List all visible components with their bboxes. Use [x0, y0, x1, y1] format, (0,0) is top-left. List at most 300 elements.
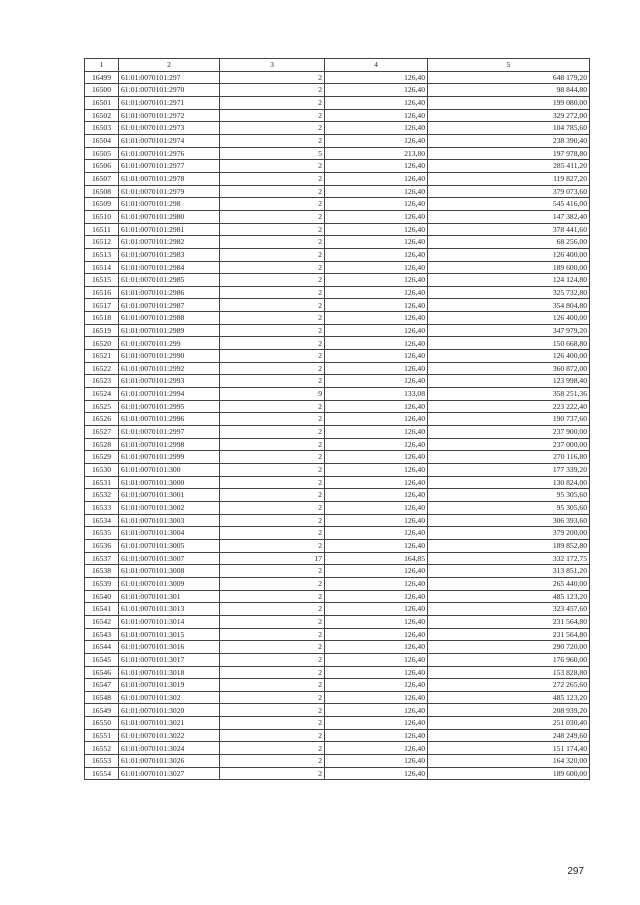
- table-cell-col-3: 2: [220, 438, 325, 451]
- table-cell-col-4: 126,40: [325, 286, 428, 299]
- table-cell-col-5: 126 400,00: [428, 350, 590, 363]
- table-cell-col-3: 2: [220, 312, 325, 325]
- table-cell-col-1: 16551: [85, 729, 119, 742]
- table-cell-col-5: 248 249,60: [428, 729, 590, 742]
- table-cell-col-3: 2: [220, 615, 325, 628]
- table-cell-col-4: 126,40: [325, 324, 428, 337]
- table-cell-col-2: 61:01:0070101:2999: [119, 451, 220, 464]
- table-cell-col-2: 61:01:0070101:3014: [119, 615, 220, 628]
- table-cell-col-2: 61:01:0070101:2995: [119, 400, 220, 413]
- table-cell-col-1: 16514: [85, 261, 119, 274]
- table-cell-col-3: 2: [220, 628, 325, 641]
- table-cell-col-1: 16522: [85, 362, 119, 375]
- table-cell-col-4: 126,40: [325, 755, 428, 768]
- table-cell-col-4: 126,40: [325, 71, 428, 84]
- table-row: [85, 362, 590, 375]
- table-cell-col-2: 61:01:0070101:2997: [119, 426, 220, 439]
- table-cell-col-5: 123 998,40: [428, 375, 590, 388]
- table-cell-col-2: 61:01:0070101:2982: [119, 236, 220, 249]
- table-cell-col-2: 61:01:0070101:3008: [119, 565, 220, 578]
- table-cell-col-1: 16530: [85, 464, 119, 477]
- table-cell-col-1: 16528: [85, 438, 119, 451]
- table-row: [85, 679, 590, 692]
- table-row: [85, 641, 590, 654]
- table-cell-col-4: 126,40: [325, 109, 428, 122]
- table-cell-col-3: 2: [220, 185, 325, 198]
- table-row: [85, 122, 590, 135]
- table-cell-col-5: 545 416,00: [428, 198, 590, 211]
- table-cell-col-5: 251 030,40: [428, 717, 590, 730]
- table-cell-col-5: 189 852,80: [428, 539, 590, 552]
- table-cell-col-4: 126,40: [325, 527, 428, 540]
- table-row: [85, 248, 590, 261]
- table-cell-col-3: 2: [220, 666, 325, 679]
- table-cell-col-1: 16515: [85, 274, 119, 287]
- table-row: [85, 653, 590, 666]
- table-cell-col-2: 61:01:0070101:2978: [119, 172, 220, 185]
- table-cell-col-4: 126,40: [325, 577, 428, 590]
- table-cell-col-3: 2: [220, 691, 325, 704]
- table-cell-col-5: 313 851,20: [428, 565, 590, 578]
- table-cell-col-5: 265 440,00: [428, 577, 590, 590]
- table-cell-col-1: 16519: [85, 324, 119, 337]
- table-row: [85, 755, 590, 768]
- table-cell-col-4: 126,40: [325, 172, 428, 185]
- table-cell-col-2: 61:01:0070101:2992: [119, 362, 220, 375]
- header-row: [85, 59, 590, 72]
- table-row: [85, 299, 590, 312]
- table-cell-col-2: 61:01:0070101:301: [119, 590, 220, 603]
- table-cell-col-5: 485 123,20: [428, 691, 590, 704]
- table-row: [85, 210, 590, 223]
- table-cell-col-4: 126,40: [325, 96, 428, 109]
- table-cell-col-2: 61:01:0070101:3015: [119, 628, 220, 641]
- table-cell-col-4: 126,40: [325, 603, 428, 616]
- table-cell-col-2: 61:01:0070101:2980: [119, 210, 220, 223]
- table-row: [85, 147, 590, 160]
- table-cell-col-2: 61:01:0070101:3009: [119, 577, 220, 590]
- table-cell-col-4: 126,40: [325, 375, 428, 388]
- table-cell-col-1: 16529: [85, 451, 119, 464]
- table-cell-col-4: 126,40: [325, 464, 428, 477]
- table-cell-col-2: 61:01:0070101:3003: [119, 514, 220, 527]
- table-cell-col-1: 16535: [85, 527, 119, 540]
- table-cell-col-5: 354 804,80: [428, 299, 590, 312]
- table-row: [85, 451, 590, 464]
- table-cell-col-4: 126,40: [325, 539, 428, 552]
- table-cell-col-5: 237 000,00: [428, 438, 590, 451]
- table-cell-col-3: 2: [220, 565, 325, 578]
- table-cell-col-3: 2: [220, 413, 325, 426]
- table-cell-col-5: 231 564,80: [428, 615, 590, 628]
- table-cell-col-5: 231 564,80: [428, 628, 590, 641]
- table-cell-col-1: 16534: [85, 514, 119, 527]
- table-cell-col-1: 16538: [85, 565, 119, 578]
- table-cell-col-1: 16520: [85, 337, 119, 350]
- table-cell-col-3: 2: [220, 603, 325, 616]
- table-cell-col-3: 2: [220, 324, 325, 337]
- table-cell-col-4: 126,40: [325, 704, 428, 717]
- table-cell-col-3: 2: [220, 653, 325, 666]
- table-cell-col-1: 16510: [85, 210, 119, 223]
- table-cell-col-4: 126,40: [325, 350, 428, 363]
- table-cell-col-2: 61:01:0070101:3018: [119, 666, 220, 679]
- table-cell-col-5: 485 123,20: [428, 590, 590, 603]
- table-cell-col-2: 61:01:0070101:2989: [119, 324, 220, 337]
- table-cell-col-5: 379 073,60: [428, 185, 590, 198]
- table-cell-col-5: 104 785,60: [428, 122, 590, 135]
- table-cell-col-1: 16512: [85, 236, 119, 249]
- table-cell-col-5: 238 390,40: [428, 134, 590, 147]
- table-cell-col-2: 61:01:0070101:302: [119, 691, 220, 704]
- table-row: [85, 767, 590, 780]
- table-cell-col-4: 126,40: [325, 122, 428, 135]
- table-cell-col-5: 347 979,20: [428, 324, 590, 337]
- table-cell-col-4: 126,40: [325, 299, 428, 312]
- table-cell-col-3: 2: [220, 274, 325, 287]
- table-cell-col-2: 61:01:0070101:3026: [119, 755, 220, 768]
- table-cell-col-2: 61:01:0070101:3016: [119, 641, 220, 654]
- table-cell-col-4: 126,40: [325, 489, 428, 502]
- table-row: [85, 324, 590, 337]
- table-cell-col-4: 126,40: [325, 717, 428, 730]
- table-cell-col-5: 329 272,00: [428, 109, 590, 122]
- table-row: [85, 704, 590, 717]
- table-cell-col-1: 16523: [85, 375, 119, 388]
- table-cell-col-1: 16505: [85, 147, 119, 160]
- table-cell-col-2: 61:01:0070101:2983: [119, 248, 220, 261]
- table-cell-col-2: 61:01:0070101:2976: [119, 147, 220, 160]
- table-cell-col-4: 126,40: [325, 84, 428, 97]
- table-row: [85, 286, 590, 299]
- table-row: [85, 261, 590, 274]
- table-cell-col-5: 325 732,80: [428, 286, 590, 299]
- table-cell-col-1: 16507: [85, 172, 119, 185]
- table-cell-col-4: 126,40: [325, 413, 428, 426]
- table-cell-col-3: 2: [220, 590, 325, 603]
- table-cell-col-4: 126,40: [325, 198, 428, 211]
- table-cell-col-5: 378 441,60: [428, 223, 590, 236]
- column-header-2: 2: [119, 59, 220, 72]
- table-cell-col-5: 95 305,60: [428, 501, 590, 514]
- table-cell-col-1: 16548: [85, 691, 119, 704]
- table-cell-col-5: 119 827,20: [428, 172, 590, 185]
- table-cell-col-1: 16513: [85, 248, 119, 261]
- table-cell-col-4: 126,40: [325, 400, 428, 413]
- table-cell-col-5: 379 200,00: [428, 527, 590, 540]
- column-header-3: 3: [220, 59, 325, 72]
- table-cell-col-5: 648 179,20: [428, 71, 590, 84]
- table-cell-col-1: 16525: [85, 400, 119, 413]
- table-cell-col-2: 61:01:0070101:2990: [119, 350, 220, 363]
- table-cell-col-3: 9: [220, 388, 325, 401]
- table-row: [85, 438, 590, 451]
- table-row: [85, 489, 590, 502]
- table-cell-col-5: 285 411,20: [428, 160, 590, 173]
- table-row: [85, 198, 590, 211]
- table-cell-col-2: 61:01:0070101:3021: [119, 717, 220, 730]
- table-row: [85, 729, 590, 742]
- table-row: [85, 337, 590, 350]
- table-cell-col-3: 2: [220, 122, 325, 135]
- table-cell-col-4: 126,40: [325, 767, 428, 780]
- table-row: [85, 96, 590, 109]
- table-cell-col-5: 147 382,40: [428, 210, 590, 223]
- table-header: [85, 59, 590, 72]
- table-row: [85, 615, 590, 628]
- table-cell-col-1: 16531: [85, 476, 119, 489]
- table-cell-col-3: 2: [220, 755, 325, 768]
- column-header-5: 5: [428, 59, 590, 72]
- table-cell-col-2: 61:01:0070101:3024: [119, 742, 220, 755]
- table-cell-col-5: 208 939,20: [428, 704, 590, 717]
- table-cell-col-1: 16543: [85, 628, 119, 641]
- table-cell-col-2: 61:01:0070101:2974: [119, 134, 220, 147]
- table-cell-col-2: 61:01:0070101:3001: [119, 489, 220, 502]
- table-row: [85, 236, 590, 249]
- table-body: [85, 71, 590, 780]
- table-row: [85, 134, 590, 147]
- table-cell-col-2: 61:01:0070101:3005: [119, 539, 220, 552]
- table-row: [85, 350, 590, 363]
- table-cell-col-4: 126,40: [325, 501, 428, 514]
- table-row: [85, 312, 590, 325]
- table-cell-col-1: 16499: [85, 71, 119, 84]
- table-cell-col-3: 2: [220, 109, 325, 122]
- table-row: [85, 552, 590, 565]
- table-cell-col-2: 61:01:0070101:2986: [119, 286, 220, 299]
- table-cell-col-4: 126,40: [325, 628, 428, 641]
- table-cell-col-5: 98 844,80: [428, 84, 590, 97]
- table-cell-col-2: 61:01:0070101:2971: [119, 96, 220, 109]
- table-cell-col-5: 190 737,60: [428, 413, 590, 426]
- table-cell-col-3: 2: [220, 577, 325, 590]
- table-cell-col-4: 126,40: [325, 160, 428, 173]
- table-cell-col-2: 61:01:0070101:2998: [119, 438, 220, 451]
- table-cell-col-1: 16537: [85, 552, 119, 565]
- table-cell-col-3: 2: [220, 362, 325, 375]
- table-cell-col-4: 126,40: [325, 691, 428, 704]
- table-cell-col-2: 61:01:0070101:2970: [119, 84, 220, 97]
- table-cell-col-1: 16527: [85, 426, 119, 439]
- table-cell-col-3: 2: [220, 641, 325, 654]
- table-cell-col-1: 16516: [85, 286, 119, 299]
- table-row: [85, 109, 590, 122]
- table-cell-col-1: 16545: [85, 653, 119, 666]
- table-cell-col-1: 16506: [85, 160, 119, 173]
- table-cell-col-1: 16518: [85, 312, 119, 325]
- table-cell-col-5: 124 124,80: [428, 274, 590, 287]
- table-cell-col-3: 2: [220, 337, 325, 350]
- table-row: [85, 691, 590, 704]
- table-cell-col-3: 2: [220, 134, 325, 147]
- table-cell-col-2: 61:01:0070101:2979: [119, 185, 220, 198]
- table-cell-col-1: 16536: [85, 539, 119, 552]
- table-cell-col-3: 2: [220, 172, 325, 185]
- table-cell-col-3: 2: [220, 539, 325, 552]
- table-cell-col-2: 61:01:0070101:300: [119, 464, 220, 477]
- table-cell-col-4: 126,40: [325, 476, 428, 489]
- table-cell-col-2: 61:01:0070101:299: [119, 337, 220, 350]
- table-cell-col-2: 61:01:0070101:3002: [119, 501, 220, 514]
- table-cell-col-2: 61:01:0070101:2985: [119, 274, 220, 287]
- table-cell-col-4: 126,40: [325, 615, 428, 628]
- table-cell-col-4: 126,40: [325, 666, 428, 679]
- table-row: [85, 413, 590, 426]
- table-cell-col-5: 176 960,00: [428, 653, 590, 666]
- table-cell-col-1: 16540: [85, 590, 119, 603]
- table-cell-col-1: 16500: [85, 84, 119, 97]
- table-cell-col-4: 133,08: [325, 388, 428, 401]
- table-cell-col-5: 189 600,00: [428, 767, 590, 780]
- table-cell-col-1: 16549: [85, 704, 119, 717]
- table-cell-col-3: 2: [220, 375, 325, 388]
- table-cell-col-3: 2: [220, 742, 325, 755]
- table-cell-col-4: 126,40: [325, 451, 428, 464]
- table-cell-col-1: 16546: [85, 666, 119, 679]
- table-cell-col-1: 16532: [85, 489, 119, 502]
- table-cell-col-4: 126,40: [325, 565, 428, 578]
- table-cell-col-1: 16533: [85, 501, 119, 514]
- table-cell-col-1: 16503: [85, 122, 119, 135]
- table-cell-col-2: 61:01:0070101:298: [119, 198, 220, 211]
- table-row: [85, 539, 590, 552]
- table-cell-col-5: 177 339,20: [428, 464, 590, 477]
- table-row: [85, 577, 590, 590]
- table-cell-col-5: 126 400,00: [428, 248, 590, 261]
- table-cell-col-5: 358 251,36: [428, 388, 590, 401]
- table-cell-col-3: 2: [220, 704, 325, 717]
- table-cell-col-1: 16509: [85, 198, 119, 211]
- table-cell-col-3: 2: [220, 489, 325, 502]
- table-cell-col-4: 126,40: [325, 362, 428, 375]
- table-cell-col-3: 2: [220, 286, 325, 299]
- table-cell-col-3: 2: [220, 717, 325, 730]
- table-cell-col-4: 126,40: [325, 223, 428, 236]
- table-cell-col-2: 61:01:0070101:3017: [119, 653, 220, 666]
- table-cell-col-5: 270 116,80: [428, 451, 590, 464]
- registry-table: [84, 58, 590, 780]
- table-cell-col-4: 164,85: [325, 552, 428, 565]
- table-cell-col-3: 2: [220, 679, 325, 692]
- table-cell-col-1: 16539: [85, 577, 119, 590]
- table-cell-col-4: 126,40: [325, 742, 428, 755]
- table-cell-col-3: 2: [220, 261, 325, 274]
- table-cell-col-1: 16541: [85, 603, 119, 616]
- table-cell-col-2: 61:01:0070101:2994: [119, 388, 220, 401]
- table-cell-col-5: 130 824,00: [428, 476, 590, 489]
- table-cell-col-3: 5: [220, 147, 325, 160]
- table-cell-col-1: 16508: [85, 185, 119, 198]
- table-cell-col-1: 16517: [85, 299, 119, 312]
- table-cell-col-3: 2: [220, 223, 325, 236]
- table-cell-col-4: 213,80: [325, 147, 428, 160]
- table-row: [85, 172, 590, 185]
- table-row: [85, 185, 590, 198]
- table-cell-col-3: 2: [220, 451, 325, 464]
- table-cell-col-2: 61:01:0070101:3020: [119, 704, 220, 717]
- table-row: [85, 514, 590, 527]
- table-cell-col-3: 2: [220, 198, 325, 211]
- page-number: 297: [567, 866, 584, 877]
- table-row: [85, 71, 590, 84]
- table-cell-col-5: 164 320,00: [428, 755, 590, 768]
- table-cell-col-5: 153 828,80: [428, 666, 590, 679]
- table-row: [85, 603, 590, 616]
- table-cell-col-4: 126,40: [325, 653, 428, 666]
- table-row: [85, 388, 590, 401]
- table-cell-col-5: 126 400,00: [428, 312, 590, 325]
- table-row: [85, 84, 590, 97]
- table-row: [85, 666, 590, 679]
- table-cell-col-1: 16521: [85, 350, 119, 363]
- table-cell-col-5: 223 222,40: [428, 400, 590, 413]
- table-cell-col-3: 17: [220, 552, 325, 565]
- table-cell-col-3: 2: [220, 400, 325, 413]
- table-cell-col-2: 61:01:0070101:3004: [119, 527, 220, 540]
- table-cell-col-4: 126,40: [325, 236, 428, 249]
- table-cell-col-3: 2: [220, 729, 325, 742]
- table-cell-col-4: 126,40: [325, 641, 428, 654]
- table-cell-col-3: 2: [220, 476, 325, 489]
- table-cell-col-4: 126,40: [325, 590, 428, 603]
- table-cell-col-2: 61:01:0070101:2996: [119, 413, 220, 426]
- table-cell-col-2: 61:01:0070101:3013: [119, 603, 220, 616]
- column-header-4: 4: [325, 59, 428, 72]
- table-cell-col-3: 2: [220, 160, 325, 173]
- table-cell-col-4: 126,40: [325, 514, 428, 527]
- table-cell-col-3: 2: [220, 527, 325, 540]
- table-row: [85, 426, 590, 439]
- table-cell-col-1: 16550: [85, 717, 119, 730]
- table-cell-col-4: 126,40: [325, 134, 428, 147]
- table-cell-col-1: 16547: [85, 679, 119, 692]
- table-row: [85, 527, 590, 540]
- table-cell-col-4: 126,40: [325, 679, 428, 692]
- table-cell-col-3: 2: [220, 84, 325, 97]
- table-cell-col-3: 2: [220, 248, 325, 261]
- table-cell-col-5: 68 256,00: [428, 236, 590, 249]
- table-cell-col-1: 16542: [85, 615, 119, 628]
- table-cell-col-1: 16502: [85, 109, 119, 122]
- table-cell-col-1: 16554: [85, 767, 119, 780]
- table-cell-col-5: 332 172,75: [428, 552, 590, 565]
- table-cell-col-4: 126,40: [325, 337, 428, 350]
- table-cell-col-2: 61:01:0070101:2987: [119, 299, 220, 312]
- table-row: [85, 400, 590, 413]
- table-row: [85, 223, 590, 236]
- table-cell-col-5: 150 668,80: [428, 337, 590, 350]
- table-cell-col-4: 126,40: [325, 426, 428, 439]
- table-cell-col-4: 126,40: [325, 210, 428, 223]
- table-row: [85, 375, 590, 388]
- table-cell-col-5: 199 080,00: [428, 96, 590, 109]
- table-cell-col-3: 2: [220, 350, 325, 363]
- table-cell-col-3: 2: [220, 236, 325, 249]
- table-cell-col-5: 189 600,00: [428, 261, 590, 274]
- table-cell-col-1: 16511: [85, 223, 119, 236]
- table-cell-col-3: 2: [220, 96, 325, 109]
- table-cell-col-3: 2: [220, 464, 325, 477]
- table-cell-col-5: 151 174,40: [428, 742, 590, 755]
- table-cell-col-3: 2: [220, 426, 325, 439]
- table-cell-col-2: 61:01:0070101:3019: [119, 679, 220, 692]
- table-cell-col-3: 2: [220, 71, 325, 84]
- table-cell-col-2: 61:01:0070101:297: [119, 71, 220, 84]
- table-cell-col-1: 16544: [85, 641, 119, 654]
- table-cell-col-2: 61:01:0070101:2972: [119, 109, 220, 122]
- table-cell-col-2: 61:01:0070101:2973: [119, 122, 220, 135]
